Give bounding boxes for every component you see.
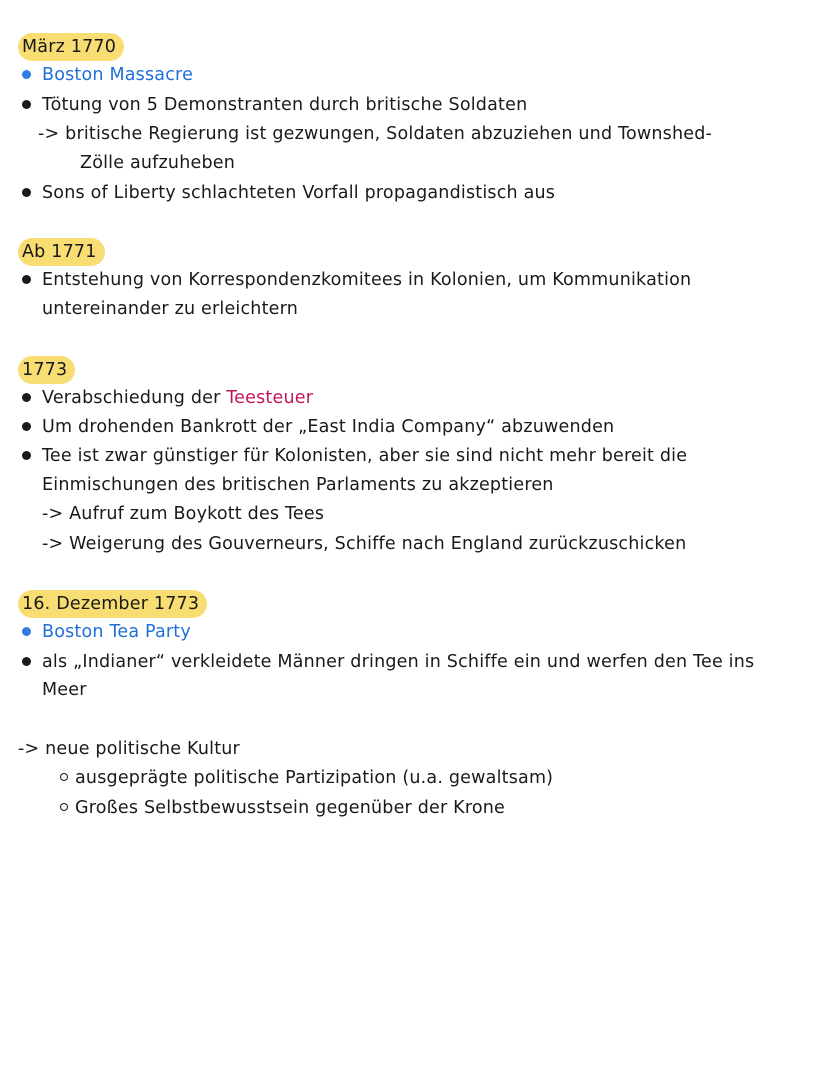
section-heading-maerz-1770: März 1770: [18, 33, 124, 61]
bullet-icon: [22, 188, 31, 197]
section-heading-16-dezember-1773: 16. Dezember 1773: [18, 590, 207, 618]
bullet-icon: [22, 657, 31, 666]
bullet-text: Sons of Liberty schlachteten Vorfall propagandistisch aus: [42, 183, 556, 203]
sub-bullet-circle-icon: [60, 773, 68, 781]
bullet-icon: [22, 422, 31, 431]
section-heading-ab-1771: Ab 1771: [18, 238, 105, 266]
sub-bullet-text: ausgeprägte politische Partizipation (u.a. gewaltsam): [75, 768, 554, 788]
bullet-icon: [22, 100, 31, 109]
bullet-text: als „Indianer“ verkleidete Männer dringen in Schiffe ein und werfen den Tee ins: [42, 652, 755, 672]
bullet-text-prefix: Verabschiedung der: [42, 388, 227, 408]
bullet-icon: [22, 451, 31, 460]
highlight-teesteuer: Teesteuer: [226, 388, 314, 408]
bullet-text: Entstehung von Korrespondenzkomitees in Kolonien, um Kommunikation: [42, 270, 692, 290]
event-title-boston-tea-party: Boston Tea Party: [42, 622, 191, 642]
sub-bullet-circle-icon: [60, 803, 68, 811]
bullet-text-continued: Einmischungen des britischen Parlaments zu akzeptieren: [42, 475, 554, 495]
arrow-text: -> britische Regierung ist gezwungen, Soldaten abzuziehen und Townshed-: [38, 124, 713, 144]
bullet-text-continued: Meer: [42, 680, 87, 700]
sub-bullet-text: Großes Selbstbewusstsein gegenüber der Krone: [75, 798, 505, 818]
bullet-icon: [22, 393, 31, 402]
bullet-text: Um drohenden Bankrott der „East India Company“ abzuwenden: [42, 417, 615, 437]
bullet-text: Tötung von 5 Demonstranten durch britische Soldaten: [42, 95, 528, 115]
bullet-text-continued: untereinander zu erleichtern: [42, 299, 299, 319]
arrow-text: -> Aufruf zum Boykott des Tees: [42, 504, 325, 524]
conclusion-arrow-text: -> neue politische Kultur: [18, 739, 240, 759]
event-title-boston-massacre: Boston Massacre: [42, 65, 194, 85]
bullet-icon: [22, 70, 31, 79]
section-heading-1773: 1773: [18, 356, 75, 384]
bullet-text: Tee ist zwar günstiger für Kolonisten, aber sie sind nicht mehr bereit die: [42, 446, 688, 466]
bullet-icon: [22, 627, 31, 636]
bullet-icon: [22, 275, 31, 284]
arrow-text: -> Weigerung des Gouverneurs, Schiffe nach England zurückzuschicken: [42, 534, 687, 554]
bullet-text: [42, 386, 313, 410]
arrow-text-continued: Zölle aufzuheben: [80, 153, 236, 173]
